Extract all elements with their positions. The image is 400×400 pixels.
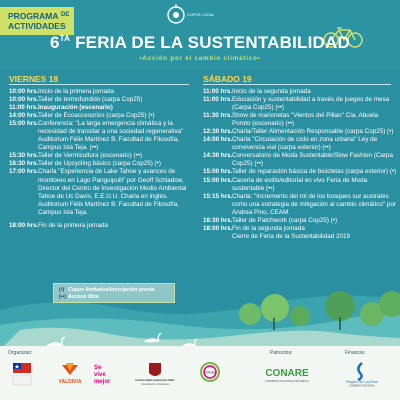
- patrocina-label: Patrocina:: [270, 350, 293, 356]
- citrula-logo-icon: [196, 361, 224, 387]
- event-time: 11:00 hrs.: [9, 104, 39, 112]
- event-time: 18:00 hrs.: [203, 224, 233, 232]
- vive-logo-text-2: vive: [94, 372, 106, 378]
- event-description: Inicio de la primera jornada: [38, 88, 114, 95]
- schedule-row: [9, 104, 197, 112]
- uach-logo-text: Universidad Austral de Chile: [135, 378, 175, 382]
- vive-logo-text-3: mejor: [94, 379, 111, 385]
- event-description: Fin de la segunda jornada Cierre de Feria de la Sustentabilidad 2019: [232, 224, 350, 240]
- conare-logo-subtext: COMISIÓN NACIONAL DE RIEGO: [265, 379, 309, 383]
- financia-label: Financia:: [345, 350, 366, 356]
- region-logo-text: Región de Los Ríos: [346, 380, 378, 384]
- event-time: 15:00 hrs.: [203, 176, 233, 184]
- event-time: 11:00 hrs.: [203, 88, 233, 95]
- event-time: 18:00 hrs.: [9, 221, 39, 229]
- event-time: 10:00 hrs.: [9, 88, 39, 95]
- sponsors-footer: [0, 346, 400, 400]
- schedule-row: [203, 96, 397, 112]
- event-description: Inauguración (escenario): [38, 104, 113, 112]
- page-title: [0, 33, 400, 53]
- programa-line1: PROGRAMA: [8, 11, 59, 21]
- schedule-row: [203, 168, 397, 176]
- event-description: Charla/Taller Alimentación Responsable (carpa Cop25) (•): [232, 128, 394, 136]
- event-description: Taller de Upcycling básico (carpa Cop25) (•): [38, 160, 161, 168]
- conare-logo-text: CONARE: [265, 368, 309, 379]
- schedule-row: [203, 152, 397, 168]
- programa-label: [0, 7, 74, 35]
- event-time: 14:00 hrs.: [9, 112, 39, 120]
- event-time: 14:00 hrs.: [203, 136, 233, 144]
- event-description: Conversatorio de Moda Sustentable/Slow Fashion (Carpa Cop25) (••): [232, 152, 394, 168]
- title-text: FERIA DE LA SUSTENTABILIDAD: [70, 33, 350, 52]
- schedule-row: [9, 160, 197, 168]
- region-los-rios-logo-icon: [337, 361, 387, 387]
- legend-limited: [59, 287, 174, 294]
- cop25-logo-text: COP25 LOCAL: [187, 12, 215, 17]
- organizan-label: Organizan:: [8, 350, 33, 356]
- event-time: 15:30 hrs.: [9, 152, 39, 160]
- event-time: 15:00 hrs.: [9, 120, 39, 128]
- valdivia-logo-icon: [56, 361, 84, 387]
- event-time: 14:30 hrs.: [203, 152, 233, 160]
- event-time: 16:30 hrs.: [9, 160, 39, 168]
- citrula-logo-text: Cítrula: [204, 370, 216, 375]
- event-time: 17:00 hrs.: [9, 168, 39, 176]
- event-description: Fin de la primera jornada: [38, 221, 109, 229]
- event-description: Taller de Patchwork (carpa Cop25) (•): [232, 216, 338, 224]
- event-description: Charla "Experiencia de Lake Tahoe y avances de monitoreo en Lago Panguipulli" por Geoff Schladow, Director del Centro de Investigación Medio Ambiental Tahoe de Uc Davis, E.E.U.U. Charla en inglés. Auditorium Félix Martínez B. Facultad de Filosofía, Campus Isla Teja.: [38, 168, 187, 216]
- day-friday-heading: VIERNES 18: [9, 74, 59, 84]
- event-description: Conferencia: "La larga emergencia climática y la necesidad de transitar a una sociedad regenerativa" Auditorium Félix Martínez B. Facultad de Filosofía, Campus Isla Teja. (••): [38, 120, 184, 152]
- friday-schedule: [9, 88, 197, 230]
- programa-de: DE: [61, 12, 70, 18]
- schedule-row: [9, 120, 197, 152]
- schedule-row: [203, 217, 397, 225]
- schedule-row: [9, 88, 197, 96]
- uach-logo-icon: [130, 361, 180, 387]
- schedule-row: [9, 152, 197, 160]
- programa-line2: ACTIVIDADES: [8, 21, 66, 31]
- schedule-row: [203, 177, 397, 193]
- legend-text-free: Acceso libre: [68, 294, 99, 300]
- schedule-row: [9, 222, 197, 230]
- schedule-row: [203, 88, 397, 96]
- event-time: 15:00 hrs.: [203, 168, 233, 176]
- schedule-row: [9, 96, 197, 104]
- legend-symbol-limited: (•): [59, 287, 65, 293]
- event-description: Cacería de estilo/editorial en vivo Feria de Moda sustentable (••): [232, 176, 368, 192]
- legend-free: [59, 294, 174, 301]
- se-vive-mejor-logo-icon: [92, 361, 120, 387]
- event-description: Show de marionetas "Vientos del Pillan" Cía. Abuela Poroto (escenario) (••): [232, 112, 379, 128]
- event-description: Taller de Vermicultura (escenario) (••): [38, 152, 143, 160]
- event-time: 16:30 hrs.: [203, 216, 233, 224]
- event-description: Inicio de la segunda jornada: [232, 88, 311, 95]
- schedule-row: [203, 225, 397, 241]
- day-saturday-heading: SÁBADO 19: [203, 74, 252, 84]
- schedule-row: [9, 168, 197, 216]
- legend-box: [53, 283, 175, 303]
- conare-logo-icon: [258, 361, 316, 387]
- legend-symbol-free: (••): [59, 294, 67, 300]
- event-description: Charla: "Incremento del rol de los bosques sur australes como una estrategia de mitigación al cambio climático" por Andrea Pino, CEAM.: [232, 192, 396, 216]
- legend-text-limited: Cupos limitados/inscripción previa.: [68, 287, 156, 293]
- uach-logo-subtext: Conocimiento y Naturaleza: [141, 384, 169, 386]
- event-time: 11:00 hrs.: [203, 96, 233, 104]
- poster-header: [0, 0, 400, 70]
- event-description: Taller de termofundido (carpa Cop25): [38, 96, 143, 104]
- schedule-row: [203, 136, 397, 152]
- event-description: Educación y sustentabilidad a través de juegos de mesa (Carpa Cop25) (••): [232, 96, 390, 112]
- valdivia-logo-text: VALDIVIA: [58, 379, 82, 385]
- saturday-divider: [203, 84, 391, 85]
- chile-government-logo-icon: [10, 361, 34, 387]
- saturday-schedule: [203, 88, 397, 241]
- schedule-row: [203, 128, 397, 136]
- event-description: Taller de reparación básica de bicicletas (carpa exterior) (•): [232, 168, 397, 176]
- event-time: 15:15 hrs.: [203, 192, 233, 200]
- schedule-row: [9, 112, 197, 120]
- event-time: 11:30 hrs.: [203, 112, 233, 120]
- title-number: 6: [50, 33, 60, 52]
- friday-divider: [9, 84, 189, 85]
- event-description: Charla "Circulación de ciclo en zona urbana" Ley de convivencia vial (carpa exterior) (••): [232, 136, 378, 152]
- region-logo-subtext: GOBIERNO REGIONAL: [349, 384, 375, 388]
- title-ordinal: TA: [59, 34, 71, 43]
- cop25-logo-icon: [166, 4, 215, 30]
- event-description: Taller de Ecoaccesorios (carpa Cop25) (•): [38, 112, 155, 120]
- swan-icon: [140, 332, 164, 344]
- page-subtitle: •Acción por el cambio climático•: [139, 55, 261, 62]
- event-time: 12:30 hrs.: [203, 128, 233, 136]
- schedule-row: [203, 193, 397, 217]
- event-time: 10:00 hrs.: [9, 96, 39, 104]
- schedule-row: [203, 112, 397, 128]
- vive-logo-text-1: Se: [94, 365, 102, 371]
